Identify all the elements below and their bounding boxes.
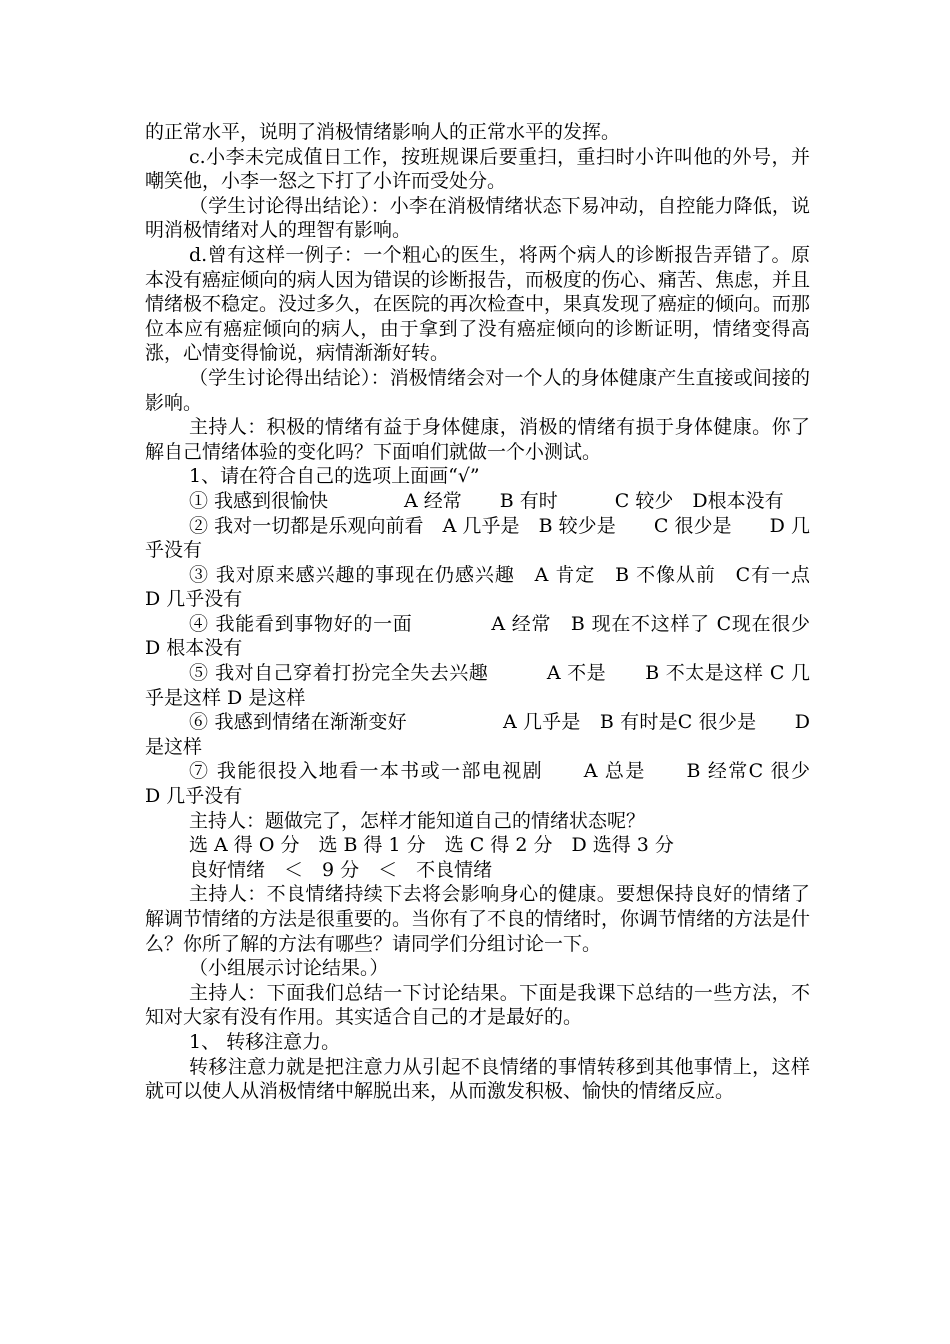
quiz-question-6: ⑥ 我感到情绪在渐渐变好 A 几乎是 B 有时是C 很少是 D 是这样	[145, 711, 810, 758]
quiz-question-5: ⑤ 我对自己穿着打扮完全失去兴趣 A 不是 B 不太是这样 C 几乎是这样 D 是这样	[145, 662, 810, 709]
quiz-question-7: ⑦ 我能很投入地看一本书或一部电视剧 A 总是 B 经常C 很少 D 几乎没有	[145, 760, 849, 808]
quiz-question-1: ① 我感到很愉快 A 经常 B 有时 C 较少 D根本没有	[189, 489, 784, 512]
paragraph-1: 的正常水平，说明了消极情绪影响人的正常水平的发挥。	[145, 121, 621, 143]
paragraph-host-question: 主持人：题做完了，怎样才能知道自己的情绪状态呢？	[189, 809, 646, 832]
scoring-rule: 选 A 得 O 分 选 B 得 1 分 选 C 得 2 分 D 选得 3 分	[189, 834, 674, 857]
quiz-question-4: ④ 我能看到事物好的一面 A 经常 B 现在不这样了 C现在很少 D 根本没有	[145, 612, 830, 660]
scoring-threshold: 良好情绪 ＜ 9 分 ＜ 不良情绪	[189, 858, 493, 881]
paragraph-case-c: c.小李未完成值日工作，按班规课后要重扫，重扫时小许叫他的外号，并嘲笑他，小李一怒之下打了小许而受处分。	[145, 145, 810, 193]
quiz-question-3: ③ 我对原来感兴趣的事现在仍感兴趣 A 肯定 B 不像从前 C有一点 D 几乎没有	[145, 563, 830, 611]
document-page	[145, 120, 849, 1104]
method-heading-1: 1、 转移注意力。	[189, 1030, 341, 1053]
paragraph-group-result: （小组展示讨论结果。）	[189, 957, 389, 980]
method-description-1: 转移注意力就是把注意力从引起不良情绪的事情转移到其他事情上，这样就可以使人从消极情绪中解脱出来，从而激发积极、愉快的情绪反应。	[145, 1055, 810, 1103]
quiz-instruction: 1、请在符合自己的选项上面画“√”	[189, 465, 480, 488]
paragraph-conclusion-c: （学生讨论得出结论）：小李在消极情绪状态下易冲动，自控能力降低，说明消极情绪对人的理智有影响。	[145, 194, 810, 242]
quiz-question-2: ② 我对一切都是乐观向前看 A 几乎是 B 较少是 C 很少是 D 几乎没有	[145, 514, 810, 562]
paragraph-host-intro: 主持人：积极的情绪有益于身体健康，消极的情绪有损于身体健康。你了解自己情绪体验的变化吗？下面咱们就做一个小测试。	[145, 416, 810, 463]
paragraph-host-summary: 主持人：下面我们总结一下讨论结果。下面是我课下总结的一些方法，不知对大家有没有作用。其实适合自己的才是最好的。	[145, 981, 810, 1029]
paragraph-case-d: d.曾有这样一例子：一个粗心的医生，将两个病人的诊断报告弄错了。原本没有癌症倾向的病人因为错误的诊断报告，而极度的伤心、痛苦、焦虑，并且情绪极不稳定。没过多久，在医院的再次检查中，果真发现了癌症的倾向。而那位本应有癌症倾向的病人，由于拿到了没有癌症倾向的诊断证明，情绪变得高涨，心情变得愉说，病情渐渐好转。	[145, 243, 811, 365]
paragraph-conclusion-d: （学生讨论得出结论）：消极情绪会对一个人的身体健康产生直接或间接的影响。	[145, 366, 810, 414]
paragraph-host-discussion: 主持人：不良情绪持续下去将会影响身心的健康。要想保持良好的情绪了解调节情绪的方法是很重要的。当你有了不良的情绪时，你调节情绪的方法是什么？你所了解的方法有哪些？请同学们分组讨论一下。	[145, 883, 811, 955]
